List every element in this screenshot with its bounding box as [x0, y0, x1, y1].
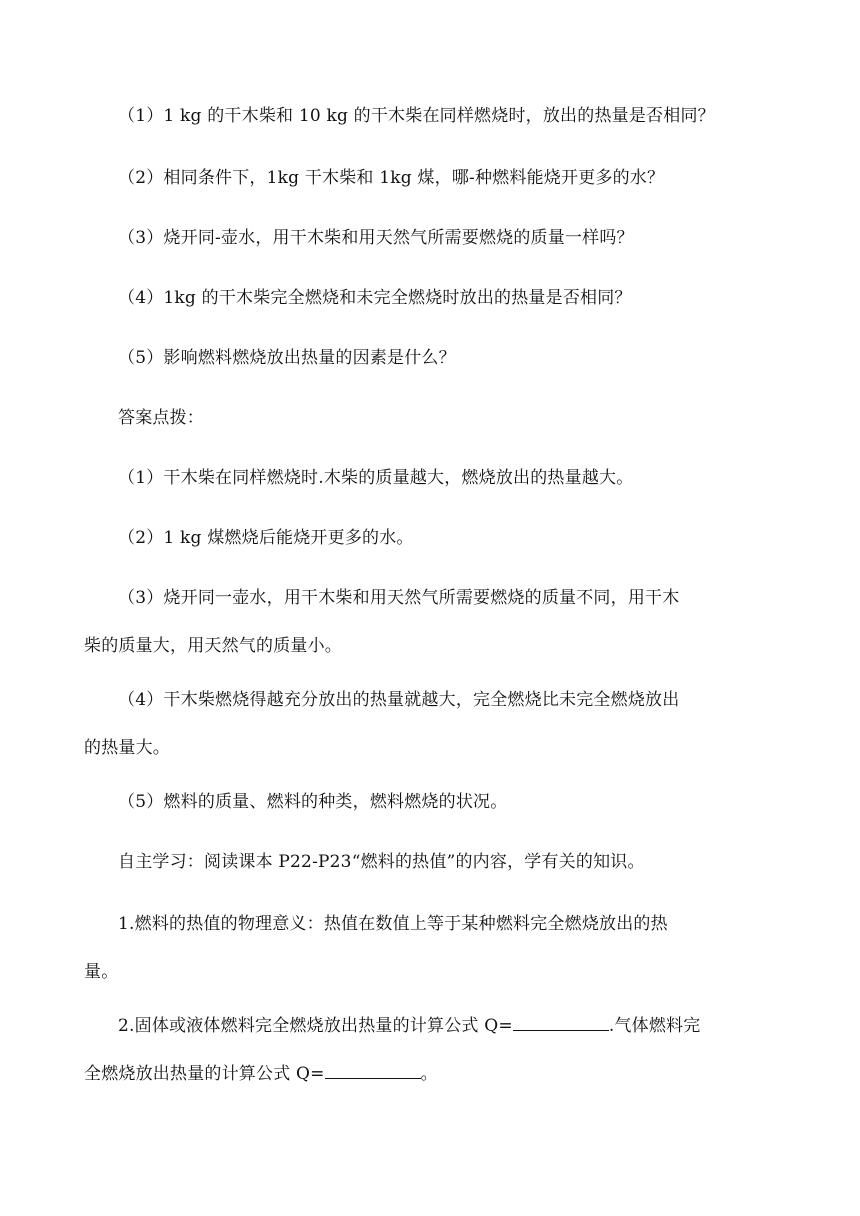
question-5 [84, 338, 818, 378]
answer-2 [84, 518, 818, 558]
item-1-line-1: 1.燃料的热值的物理意义：热值在数值上等于某种燃料完全燃烧放出的热 [118, 914, 668, 934]
answer-2-text: （2）1 kg 煤燃烧后能烧开更多的水。 [118, 528, 414, 548]
question-5-text: （5）影响燃料燃烧放出热量的因素是什么？ [118, 348, 456, 368]
question-3-text: （3）烧开同-壶水，用干木柴和用天然气所需要燃烧的质量一样吗？ [118, 228, 634, 248]
item-2-line-2-text-b: 。 [420, 1064, 438, 1084]
question-4 [84, 278, 818, 318]
answer-3 [84, 578, 784, 666]
item-1-line-2: 量。 [84, 962, 119, 982]
question-3 [84, 218, 818, 258]
answer-5-text: （5）燃料的质量、燃料的种类，燃料燃烧的状况。 [118, 792, 508, 812]
question-1-text: （1）1 kg 的干木柴和 10 kg 的干木柴在同样燃烧时，放出的热量是否相同？ [118, 106, 715, 126]
formula-blank-solid-liquid[interactable] [513, 1010, 609, 1031]
item-2-line-2-text-a: 全燃烧放出热量的计算公式 Q= [84, 1064, 325, 1084]
item-2-line-1-text-b: .气体燃料完 [608, 1016, 701, 1036]
item-2 [84, 1006, 784, 1094]
formula-blank-gas[interactable] [325, 1058, 421, 1079]
answer-5 [84, 782, 818, 822]
question-2-text: （2）相同条件下，1kg 干木柴和 1kg 煤，哪-种燃料能烧开更多的水？ [118, 168, 665, 188]
answer-3-line-2: 柴的质量大，用天然气的质量小。 [84, 636, 342, 656]
answer-3-line-1: （3）烧开同一壶水，用干木柴和用天然气所需要燃烧的质量不同，用干木 [118, 588, 680, 608]
answer-4-line-1: （4）干木柴燃烧得越充分放出的热量就越大，完全燃烧比未完全燃烧放出 [118, 690, 680, 710]
answer-1-text: （1）干木柴在同样燃烧时.木柴的质量越大，燃烧放出的热量越大。 [118, 468, 634, 488]
answer-heading [84, 398, 818, 438]
question-4-text: （4）1kg 的干木柴完全燃烧和未完全燃烧时放出的热量是否相同？ [118, 288, 632, 308]
question-1 [84, 96, 818, 136]
answer-4-line-2: 的热量大。 [84, 738, 170, 758]
item-1 [84, 904, 784, 992]
answer-1 [84, 458, 818, 498]
item-2-line-1-text-a: 2.固体或液体燃料完全燃烧放出热量的计算公式 Q= [118, 1016, 513, 1036]
answer-heading-text: 答案点拨： [118, 408, 204, 428]
self-study-intro [84, 842, 818, 882]
answer-4 [84, 680, 784, 768]
item-2-line-2 [84, 1054, 784, 1094]
item-2-line-1 [84, 1006, 784, 1046]
self-study-text: 自主学习：阅读课本 P22-P23“燃料的热值”的内容，学有关的知识。 [118, 852, 645, 872]
question-2 [84, 158, 818, 198]
